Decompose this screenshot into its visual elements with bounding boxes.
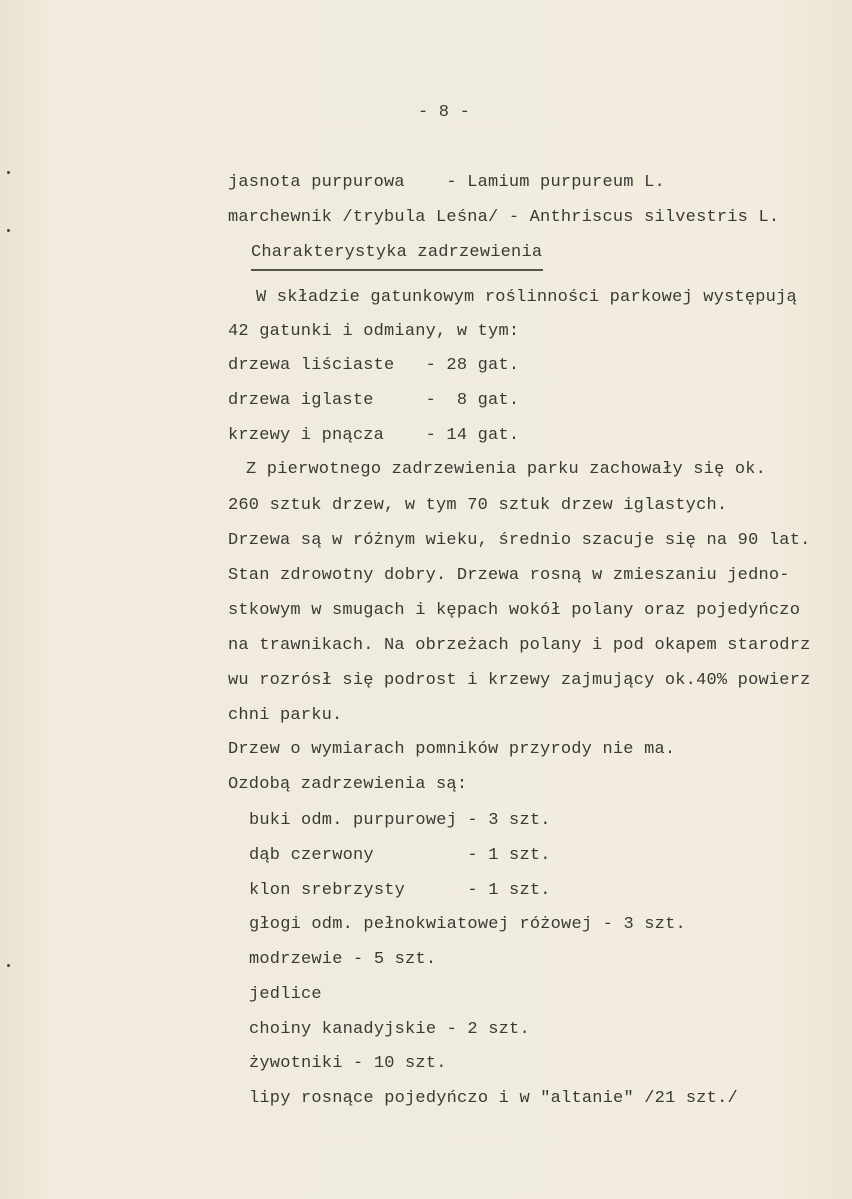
text-line: marchewnik /trybula Leśna/ - Anthriscus silvestris L. [228,208,780,227]
text-line: modrzewie - 5 szt. [249,950,437,969]
text-line: jasnota purpurowa - Lamium purpureum L. [228,173,665,192]
text-line: Drzewa są w różnym wieku, średnio szacuje się na 90 lat. [228,531,811,550]
text-line: drzewa liściaste - 28 gat. [228,356,520,375]
section-heading: Charakterystyka zadrzewienia [251,243,543,262]
text-line: na trawnikach. Na obrzeżach polany i pod okapem starodrz [228,636,811,655]
margin-mark [7,171,10,174]
text-line: klon srebrzysty - 1 szt. [249,881,551,900]
text-line: choiny kanadyjskie - 2 szt. [249,1020,530,1039]
text-line: Z pierwotnego zadrzewienia parku zachowały się ok. [246,460,767,479]
margin-mark [7,964,10,967]
text-line: W składzie gatunkowym roślinności parkowej występują [256,288,797,307]
text-line: wu rozrósł się podrost i krzewy zajmujący ok.40% powierz [228,671,811,690]
margin-mark [7,229,10,232]
text-line: jedlice [249,985,322,1004]
heading-underline [251,269,543,271]
text-line: stkowym w smugach i kępach wokół polany oraz pojedyńczo [228,601,801,620]
text-line: 42 gatunki i odmiany, w tym: [228,322,520,341]
text-line: Ozdobą zadrzewienia są: [228,775,468,794]
text-line: krzewy i pnącza - 14 gat. [228,426,520,445]
text-line: Stan zdrowotny dobry. Drzewa rosną w zmieszaniu jedno- [228,566,790,585]
text-line: Drzew o wymiarach pomników przyrody nie ma. [228,740,676,759]
text-line: lipy rosnące pojedyńczo i w "altanie" /21 szt./ [249,1089,738,1108]
text-line: żywotniki - 10 szt. [249,1054,447,1073]
text-line: buki odm. purpurowej - 3 szt. [249,811,551,830]
text-line: drzewa iglaste - 8 gat. [228,391,520,410]
text-line: chni parku. [228,706,343,725]
text-line: głogi odm. pełnokwiatowej różowej - 3 szt. [249,915,686,934]
page-number: - 8 - [418,103,471,122]
text-line: dąb czerwony - 1 szt. [249,846,551,865]
text-line: 260 sztuk drzew, w tym 70 sztuk drzew iglastych. [228,496,728,515]
